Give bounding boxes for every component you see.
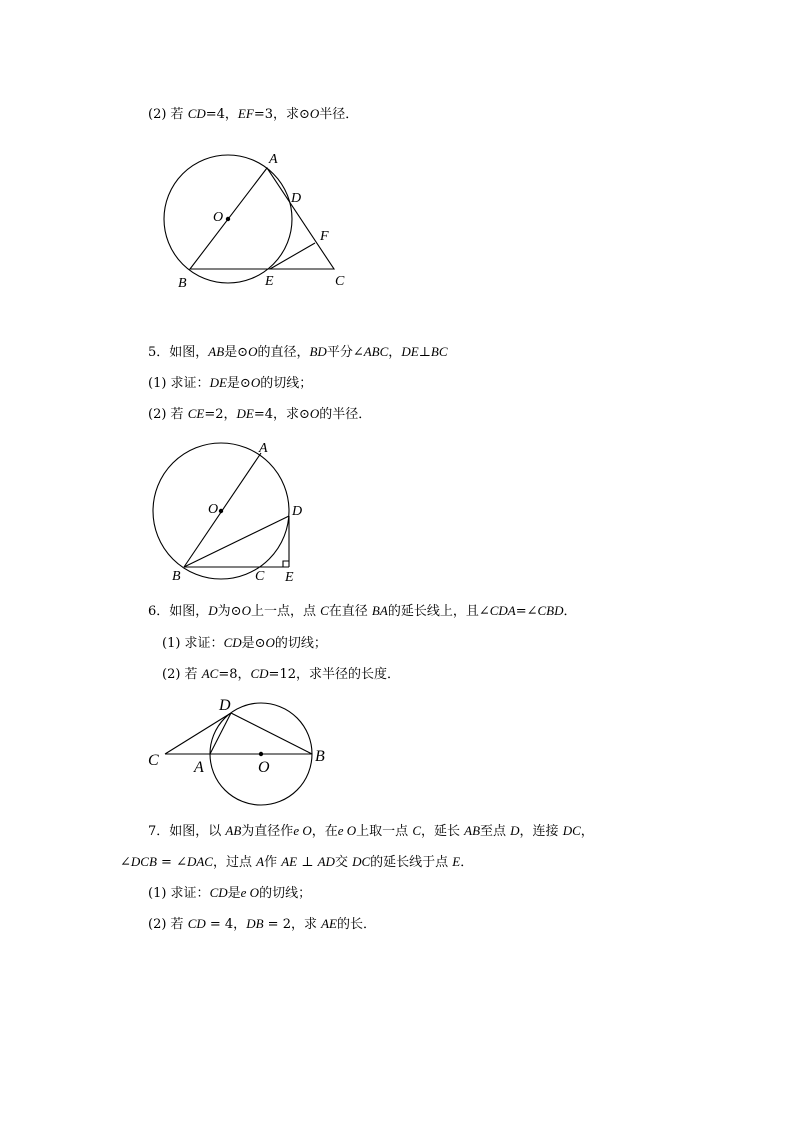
q5-part2: (2) 若 CE=2，DE=4，求⊙O的半径． <box>148 406 372 422</box>
q6-part2: (2) 若 AC=8，CD=12，求半径的长度． <box>162 666 400 682</box>
q6-label-B: B <box>315 748 325 765</box>
q4-label-F: F <box>320 229 329 244</box>
q5-stem: 5．如图，AB是⊙O的直径，BD平分∠ABC，DE⊥BC <box>148 344 448 360</box>
q7-part1: (1) 求证：CD是e O的切线； <box>148 885 312 901</box>
q4-label-E: E <box>265 274 274 289</box>
q6-label-O: O <box>258 759 270 776</box>
q6-label-D: D <box>219 697 231 714</box>
q5-part1: (1) 求证：DE是⊙O的切线； <box>148 375 313 391</box>
q7-stem-line1: 7．如图，以 AB为直径作e O，在e O上取一点 C，延长 AB至点 D，连接 DC， <box>148 823 594 839</box>
q5-label-B: B <box>172 569 181 584</box>
q4-label-B: B <box>178 276 187 291</box>
q4-label-O: O <box>213 210 224 225</box>
q5-label-C: C <box>255 569 265 584</box>
q6-center-dot <box>259 752 263 756</box>
q4-label-D: D <box>291 191 302 206</box>
q6-segment-db <box>231 713 312 754</box>
q5-label-A: A <box>259 441 268 456</box>
q7-part2: (2) 若 CD = 4，DB = 2，求 AE的长． <box>148 916 376 932</box>
q6-label-A: A <box>194 759 204 776</box>
q4-label-C: C <box>335 274 345 289</box>
q7-stem-line2: ∠DCB = ∠DAC，过点 A作 AE ⊥ AD交 DC的延长线于点 E． <box>120 854 474 870</box>
q6-part1: (1) 求证：CD是⊙O的切线； <box>162 635 327 651</box>
q5-label-D: D <box>292 504 303 519</box>
q6-label-C: C <box>148 752 159 769</box>
q4-part2: (2) 若 CD=4，EF=3，求⊙O半径． <box>148 106 359 122</box>
q5-label-O: O <box>208 502 219 517</box>
q6-stem: 6．如图，D为⊙O上一点，点 C在直径 BA的延长线上，且∠CDA=∠CBD． <box>148 603 577 619</box>
q4-label-A: A <box>269 152 278 167</box>
q5-label-E: E <box>285 570 294 585</box>
